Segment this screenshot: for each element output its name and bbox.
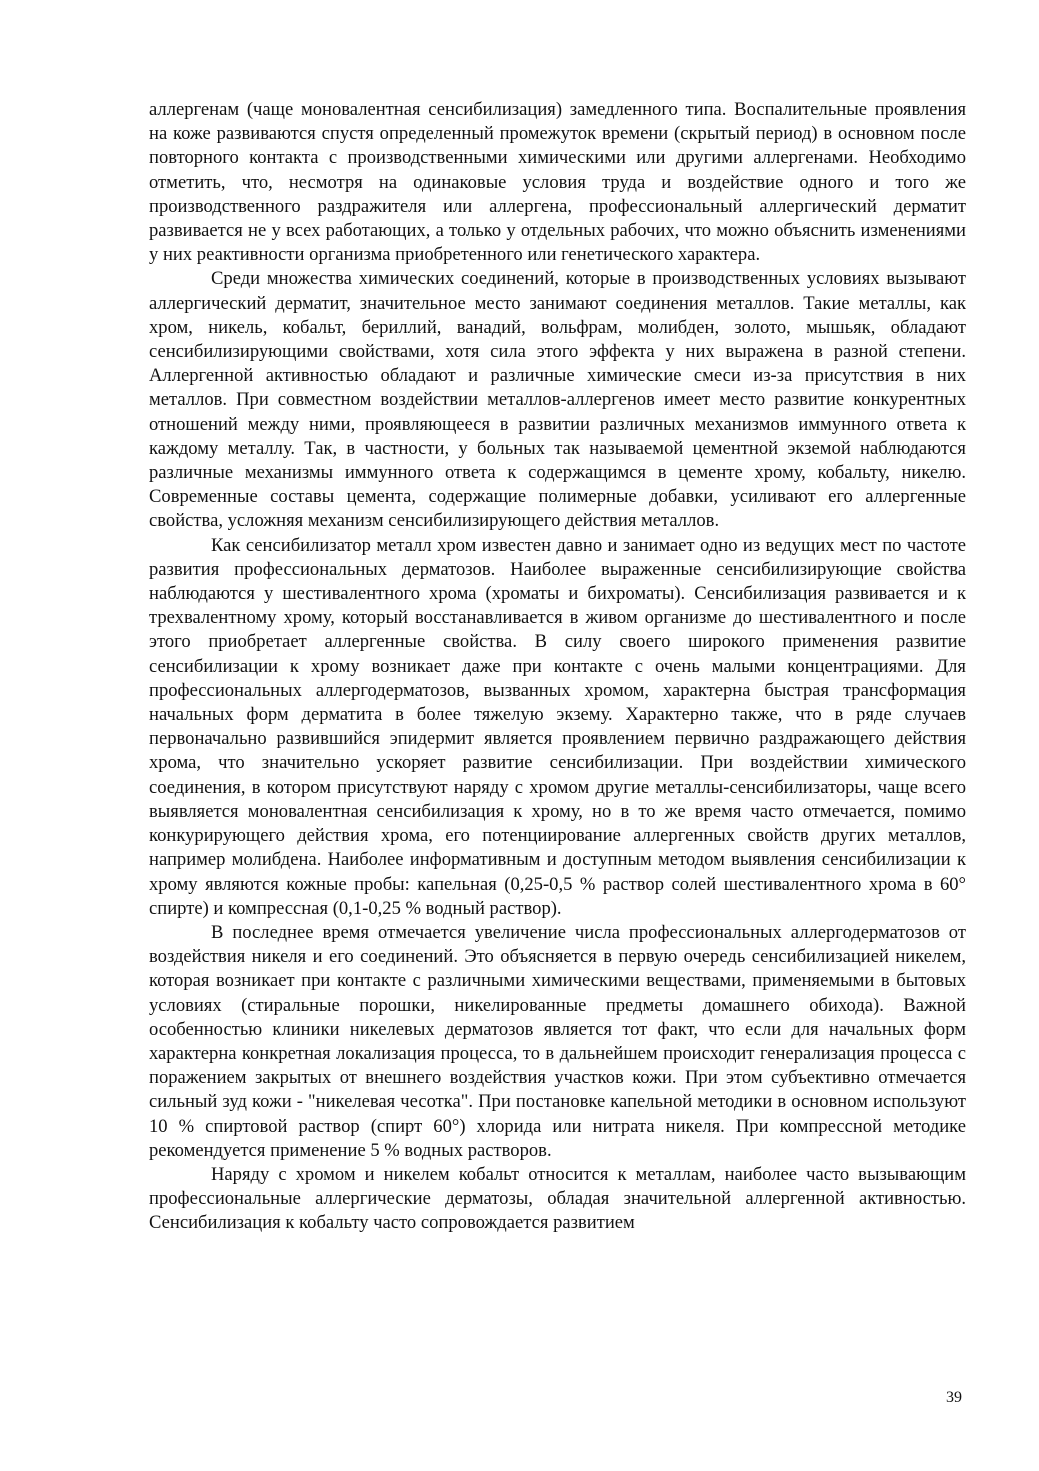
page-number: 39 — [946, 1389, 962, 1406]
paragraph-nickel: В последнее время отмечается увеличение числа профессиональных аллергодерматозов от воздействия никеля и его соединений. Это объясняется в первую очередь сенсибилизацией никелем, которая возникает при контакте с различными химическими веществами, применяемыми в бытовых условиях (стиральные порошки, никелированные предметы домашнего обихода). Важной особенностью клиники никелевых дерматозов является тот факт, что если для начальных форм характерна конкретная локализация процесса, то в дальнейшем происходит генерализация процесса с поражением закрытых от внешнего воздействия участков кожи. При этом субъективно отмечается сильный зуд кожи - "никелевая чесотка". При постановке капельной методики в основном используют 10 % спиртовой раствор (спирт 60°) хлорида или нитрата никеля. При компрессной методике рекомендуется применение 5 % водных растворов. — [149, 921, 966, 1161]
paragraph-chromium: Как сенсибилизатор металл хром известен давно и занимает одно из ведущих мест по частоте развития профессиональных дерматозов. Наиболее выраженные сенсибилизирующие свойства наблюдаются у шестивалентного хрома (хроматы и бихроматы). Сенсибилизация развивается и к трехвалентному хрому, который восстанавливается в живом организме до шестивалентного и после этого приобретает аллергенные свойства. В силу своего широкого применения развитие сенсибилизации к хрому возникает даже при контакте с очень малыми концентрациями. Для профессиональных аллергодерматозов, вызванных хромом, характерна быстрая трансформация начальных форм дерматита в более тяжелую экзему. Характерно также, что в ряде случаев первоначально развившийся эпидермит является проявлением первично раздражающего действия хрома, что значительно ускоряет развитие сенсибилизации. При воздействии химического соединения, в котором присутствуют наряду с хромом другие металлы-сенсибилизаторы, чаще всего выявляется моновалентная сенсибилизация к хрому, но в то же время часто отмечается, помимо конкурирующего действия хрома, его потенциирование аллергенных свойств других металлов, например молибдена. Наиболее информативным и доступным методом выявления сенсибилизации к хрому являются кожные пробы: капельная (0,25-0,5 % раствор солей шестивалентного хрома в 60° спирте) и компрессная (0,1-0,25 % водный раствор). — [149, 534, 966, 919]
paragraph-cobalt: Наряду с хромом и никелем кобальт относится к металлам, наиболее часто вызывающим профессиональные аллергические дерматозы, обладая значительной аллергенной активностью. Сенсибилизация к кобальту часто сопровождается развитием — [149, 1163, 966, 1234]
page-body — [149, 98, 966, 1236]
paragraph-continuation: аллергенам (чаще моновалентная сенсибилизация) замедленного типа. Воспалительные проявления на коже развиваются спустя определенный промежуток времени (скрытый период) в основном после повторного контакта с производственными химическими или другими аллергенами. Необходимо отметить, что, несмотря на одинаковые условия труда и воздействие одного и того же производственного раздражителя или аллергена, профессиональный аллергический дерматит развивается не у всех работающих, а только у отдельных рабочих, что можно объяснить изменениями у них реактивности организма приобретенного или генетического характера. — [149, 99, 966, 266]
paragraph-metals-dermatitis: Среди множества химических соединений, которые в производственных условиях вызывают аллергический дерматит, значительное место занимают соединения металлов. Такие металлы, как хром, никель, кобальт, бериллий, ванадий, вольфрам, молибден, золото, мышьяк, обладают сенсибилизирующими свойствами, хотя сила этого эффекта у них выражена в разной степени. Аллергенной активностью обладают и различные химические смеси из-за присутствия в них металлов. При совместном воздействии металлов-аллергенов имеет место развитие конкурентных отношений между ними, проявляющееся в развитии различных механизмов иммунного ответа к каждому металлу. Так, в частности, у больных так называемой цементной экземой наблюдаются различные механизмы иммунного ответа к содержащимся в цементе хрому, кобальту, никелю. Современные составы цемента, содержащие полимерные добавки, усиливают его аллергенные свойства, усложняя механизм сенсибилизирующего действия металлов. — [149, 268, 966, 532]
